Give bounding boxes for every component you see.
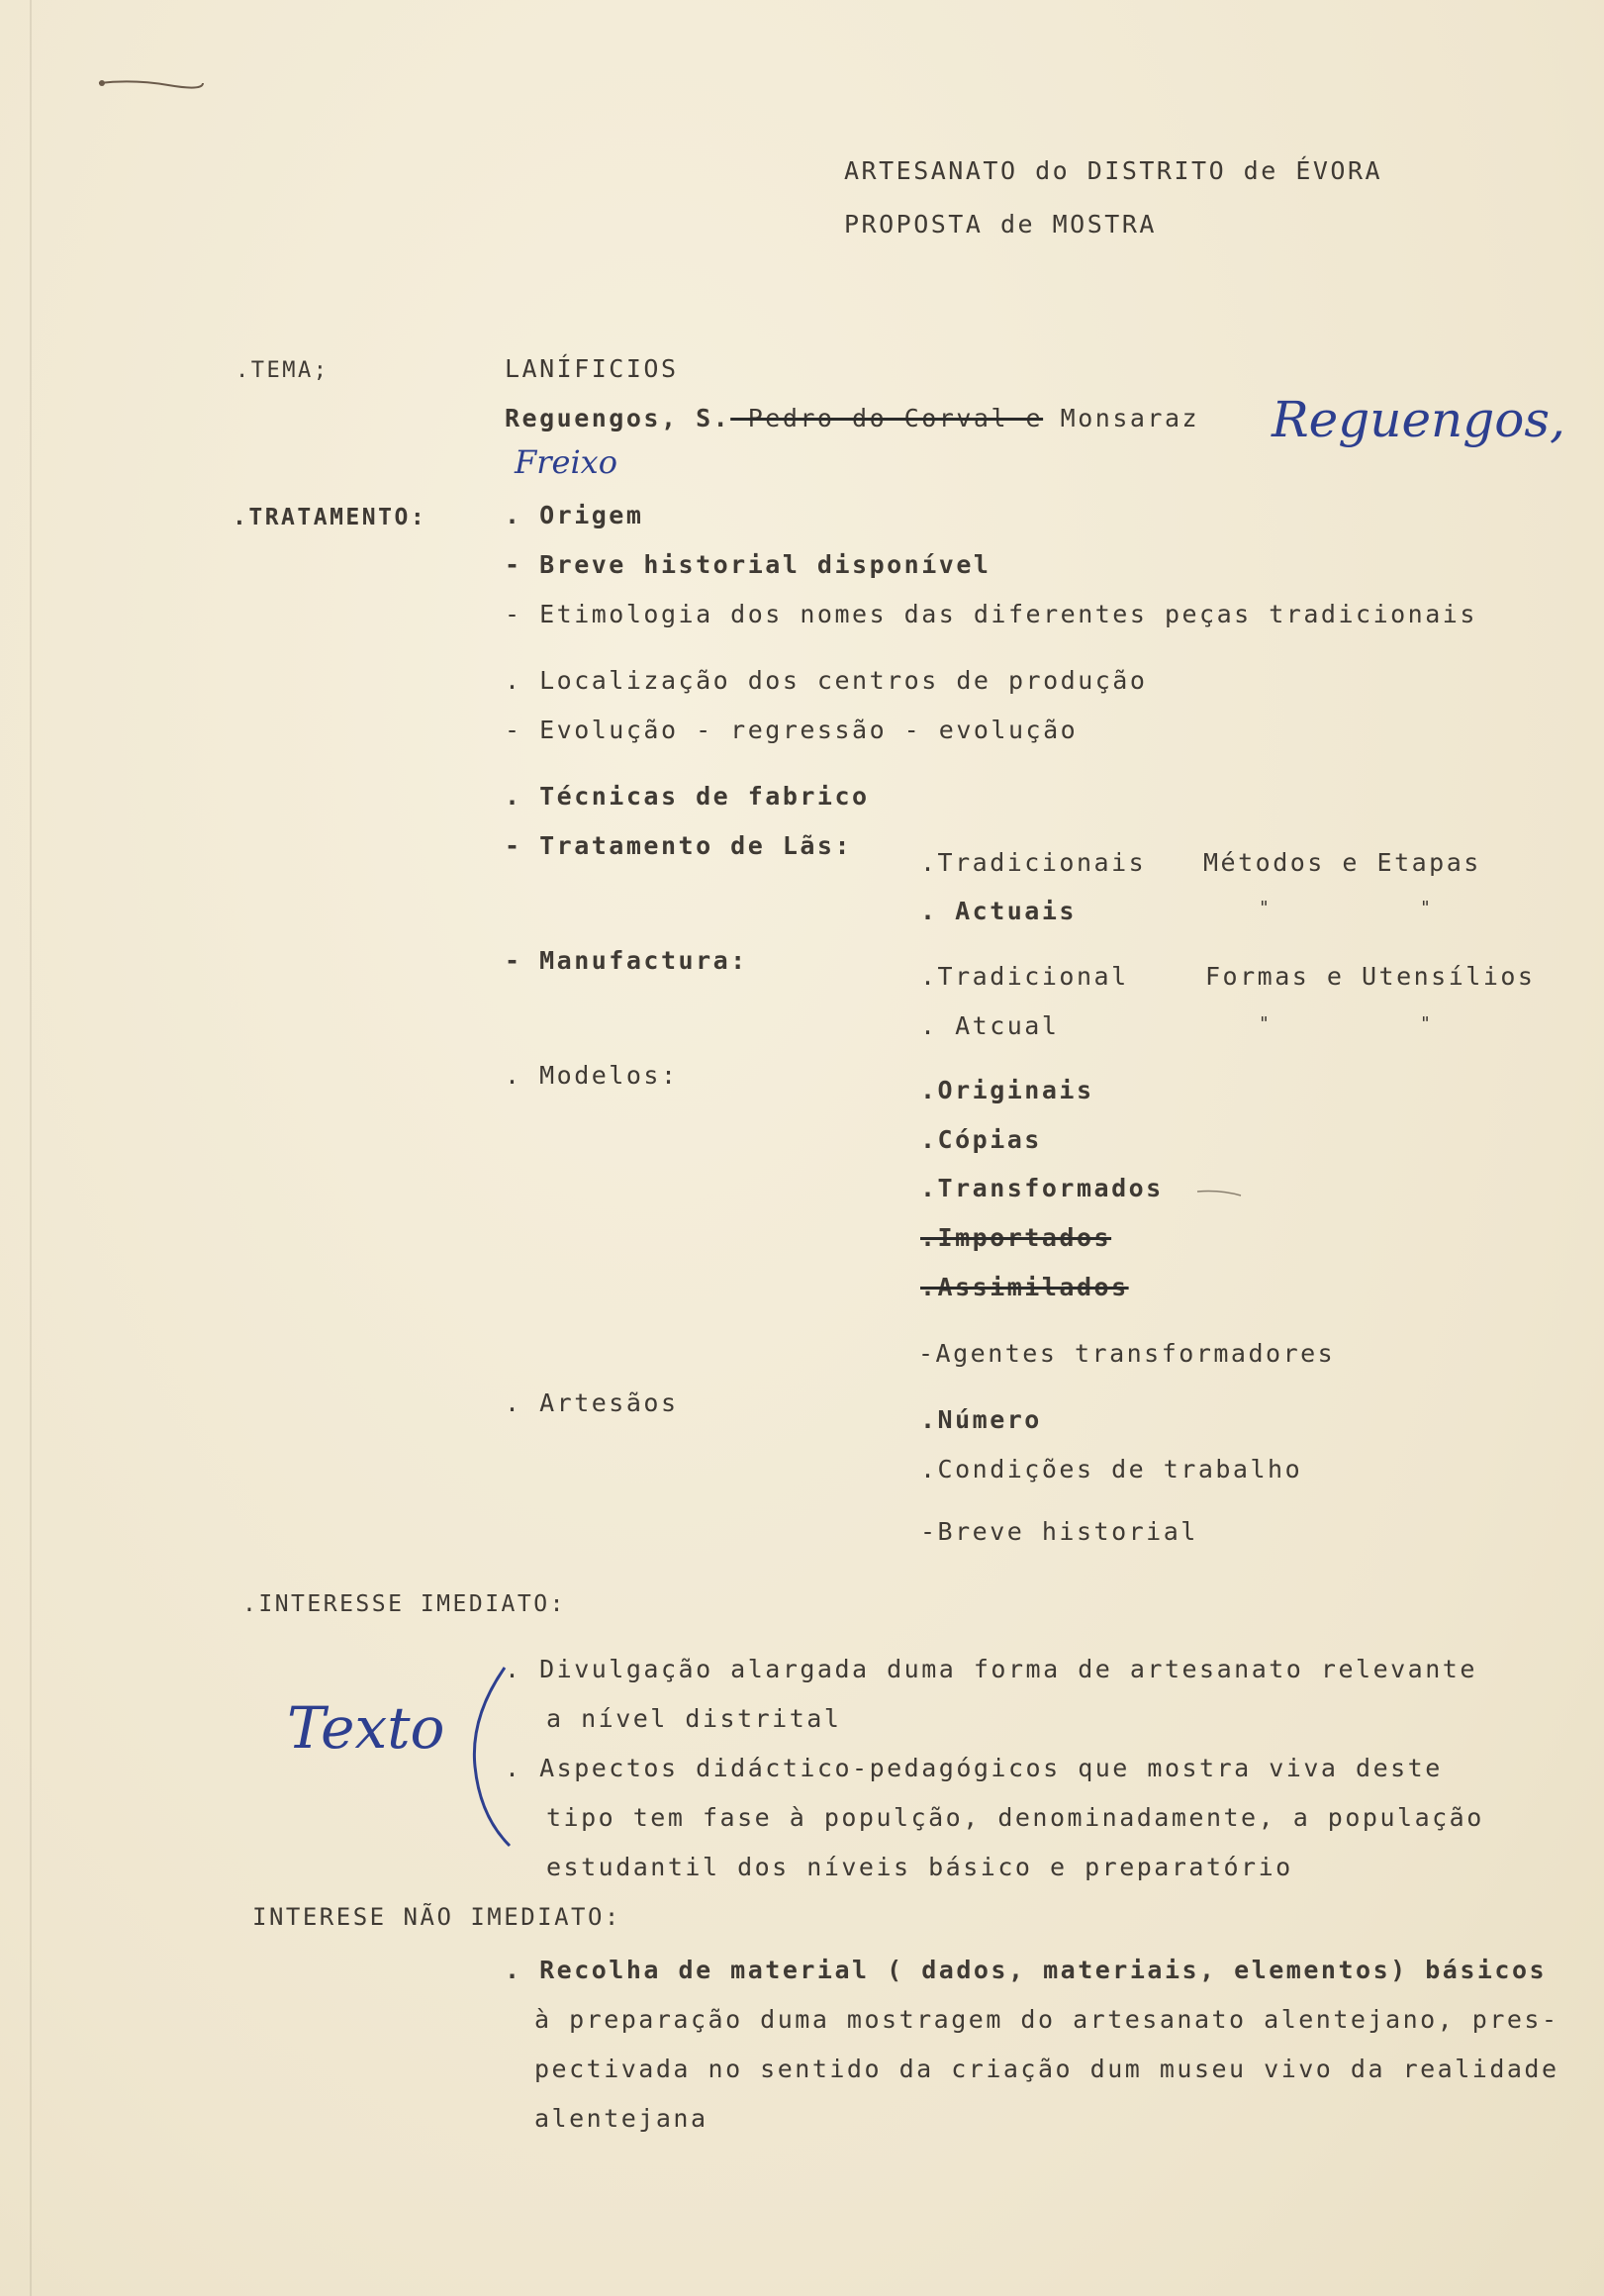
artesaos: . Artesãos <box>505 1388 679 1417</box>
ini-item-line3: pectivada no sentido da criação dum museu vivo da realidade <box>534 2055 1559 2083</box>
breve-historial: - Breve historial disponível <box>505 550 991 579</box>
man-formas: Formas e Utensílios <box>1205 962 1536 991</box>
interesse-imediato-label: .INTERESSE IMEDIATO: <box>242 1591 566 1617</box>
localizacao: . Localização dos centros de produção <box>505 666 1148 695</box>
man-ditto-1: " <box>1259 1013 1273 1034</box>
ini-item-line2: à preparação duma mostragem do artesanato alentejano, pres- <box>534 2005 1559 2034</box>
ii-item2-line2: tipo tem fase à populção, denominadamente, a população <box>546 1803 1484 1832</box>
agentes-transformadores: -Agentes transformadores <box>918 1339 1336 1368</box>
ii-item1-line2: a nível distrital <box>546 1704 842 1733</box>
man-ditto-2: " <box>1420 1013 1434 1034</box>
handwritten-texto: Texto <box>287 1694 445 1762</box>
handwritten-freixo: Freixo <box>515 443 617 481</box>
mod-importados: .Importados <box>920 1223 1112 1252</box>
pencil-mark <box>94 69 213 99</box>
tratamento-las: - Tratamento de Lãs: <box>505 831 853 860</box>
mod-assimilados: .Assimilados <box>920 1273 1129 1301</box>
ii-item1-line1: . Divulgação alargada duma forma de artesanato relevante <box>505 1655 1477 1683</box>
tema-places <box>505 404 1199 433</box>
header-title: ARTESANATO do DISTRITO de ÉVORA <box>844 156 1383 185</box>
etimologia: - Etimologia dos nomes das diferentes peças tradicionais <box>505 600 1477 628</box>
origem: . Origem <box>505 501 644 529</box>
tema-place-struck: Pedro do Corval e <box>730 404 1044 432</box>
mod-originais: .Originais <box>920 1076 1094 1104</box>
las-ditto-2: " <box>1420 898 1434 918</box>
pencil-dash <box>1195 1188 1245 1199</box>
tema-value: LANÍFICIOS <box>505 354 679 383</box>
ini-item-line4: alentejana <box>534 2104 708 2133</box>
tema-label: .TEMA; <box>236 358 330 383</box>
tema-place-prefix: Reguengos, S. <box>505 404 731 432</box>
man-atcual: . Atcual <box>920 1011 1060 1040</box>
tecnicas: . Técnicas de fabrico <box>505 782 870 811</box>
art-numero: .Número <box>920 1405 1042 1434</box>
interesse-nao-imediato-label: INTERESE NÃO IMEDIATO: <box>252 1903 621 1931</box>
page-edge-shadow <box>30 0 32 2296</box>
modelos: . Modelos: <box>505 1061 679 1090</box>
header-subtitle: PROPOSTA de MOSTRA <box>844 210 1157 239</box>
tratamento-label: .TRATAMENTO: <box>233 505 427 530</box>
ini-item-line1: . Recolha de material ( dados, materiais, elementos) básicos <box>505 1956 1548 1984</box>
manufactura: - Manufactura: <box>505 946 748 975</box>
las-metodos: Métodos e Etapas <box>1203 848 1481 877</box>
ii-item2-line1: . Aspectos didáctico-pedagógicos que mostra viva deste <box>505 1754 1443 1782</box>
tema-place-suffix: Monsaraz <box>1043 404 1200 432</box>
art-historial: -Breve historial <box>920 1517 1198 1546</box>
evolucao: - Evolução - regressão - evolução <box>505 716 1079 744</box>
las-tradicionais: .Tradicionais <box>920 848 1147 877</box>
man-tradicional: .Tradicional <box>920 962 1129 991</box>
mod-copias: .Cópias <box>920 1125 1042 1154</box>
ii-item2-line3: estudantil dos níveis básico e preparatório <box>546 1853 1293 1881</box>
art-condicoes: .Condições de trabalho <box>920 1455 1303 1483</box>
las-ditto-1: " <box>1259 898 1273 918</box>
las-actuais: . Actuais <box>920 897 1077 925</box>
handwritten-reguengos: Reguengos, <box>1272 391 1565 448</box>
mod-transformados: .Transformados <box>920 1174 1164 1202</box>
